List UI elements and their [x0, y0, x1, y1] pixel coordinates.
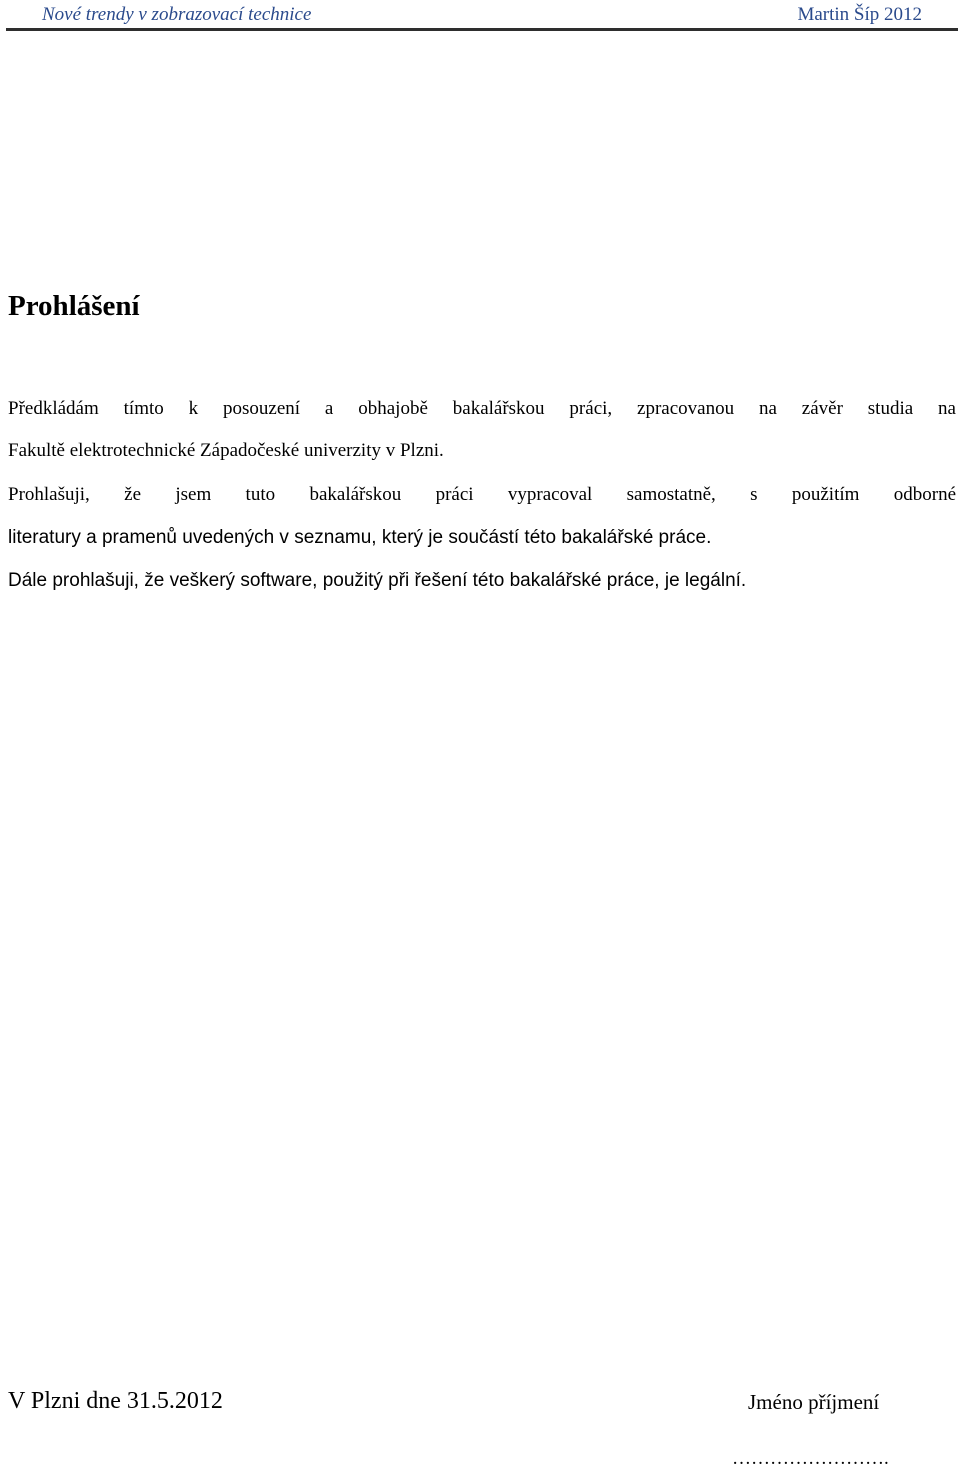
- paragraph-line-1: Předkládám tímto k posouzení a obhajobě bakalářskou práci, zpracovanou na závěr studia na: [8, 398, 956, 419]
- signature-line: …………………….: [732, 1448, 889, 1469]
- page-title: Prohlášení: [8, 290, 140, 322]
- place-and-date: V Plzni dne 31.5.2012: [8, 1388, 223, 1414]
- paragraph-line-3: Prohlašuji, že jsem tuto bakalářskou práci vypracoval samostatně, s použitím odborné: [8, 484, 956, 505]
- page-header: [6, 0, 958, 30]
- header-author-year: Martin Šíp 2012: [797, 4, 922, 25]
- paragraph-line-5: Dále prohlašuji, že veškerý software, použitý při řešení této bakalářské práce, je legální.: [8, 570, 747, 591]
- header-document-title: Nové trendy v zobrazovací technice: [42, 4, 312, 25]
- paragraph-line-2: Fakultě elektrotechnické Západočeské univerzity v Plzni.: [8, 440, 444, 461]
- signature-name: Jméno příjmení: [748, 1390, 880, 1414]
- header-divider: [6, 28, 958, 31]
- paragraph-line-4: literatury a pramenů uvedených v seznamu, který je součástí této bakalářské práce.: [8, 527, 712, 548]
